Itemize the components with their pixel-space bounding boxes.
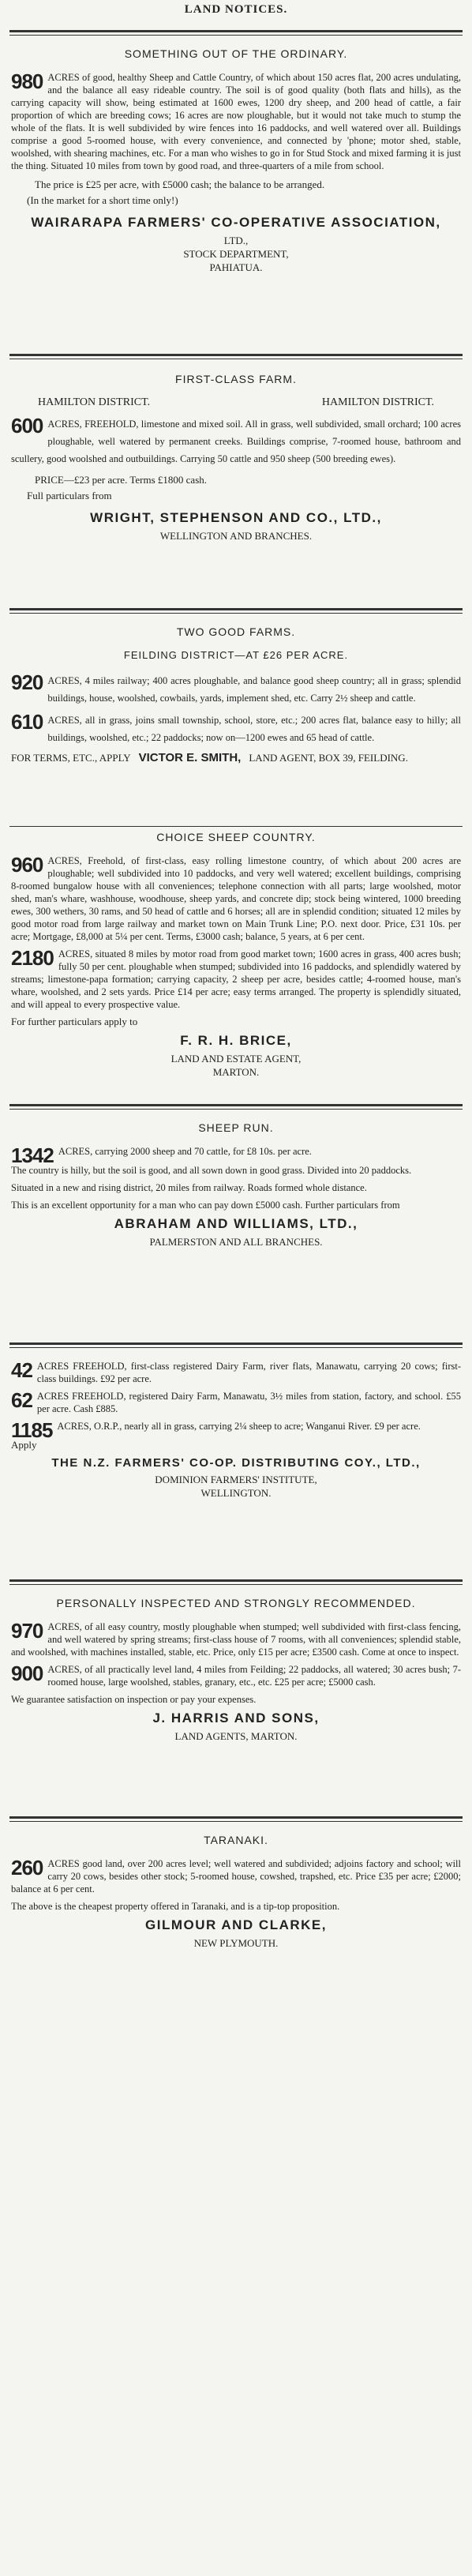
ad-heading: SHEEP RUN. (198, 1121, 274, 1134)
apply-label: Apply (11, 1439, 37, 1451)
divider (9, 608, 463, 610)
divider (9, 30, 463, 32)
ad-heading: TWO GOOD FARMS. (176, 625, 296, 638)
agent-address-line: LAND AGENTS, MARTON. (174, 1730, 298, 1742)
agent-name: VICTOR E. SMITH, (138, 751, 242, 764)
acreage-figure: 900 (11, 1662, 43, 1685)
listing-paragraph (11, 1857, 461, 1895)
agent-address: LAND AGENT, BOX 39, FEILDING. (249, 752, 408, 764)
agent-firm: THE N.Z. FARMERS' CO-OP. DISTRIBUTING COY., LTD., (51, 1456, 421, 1470)
agent-address-line: WELLINGTON. (200, 1487, 272, 1499)
listing-paragraph (11, 672, 461, 707)
acreage-figure: 1342 (11, 1143, 54, 1167)
ad-wairarapa (11, 47, 461, 274)
listing-paragraph (11, 1143, 461, 1167)
price-line: PRICE—£23 per acre. Terms £1800 cash. (35, 474, 207, 486)
acreage-figure: 960 (11, 853, 43, 877)
listing-text: ACRES, O.R.P., nearly all in grass, carrying 2¼ sheep to acre; Wanganui River. £9 per acre. (57, 1421, 421, 1432)
ad-heading: SOMETHING OUT OF THE ORDINARY. (124, 47, 348, 60)
ad-gilmour-clarke (11, 1834, 461, 1950)
divider (9, 354, 463, 356)
listing-text: ACRES, carrying 2000 sheep and 70 cattle, for £8 10s. per acre. (58, 1146, 312, 1157)
agent-firm: WAIRARAPA FARMERS' CO-OPERATIVE ASSOCIATION, (31, 215, 441, 230)
ad-harris-sons (11, 1597, 461, 1743)
agent-address-line: STOCK DEPARTMENT, (183, 248, 289, 260)
market-note: (In the market for a short time only!) (27, 194, 178, 206)
acreage-figure: 1185 (11, 1418, 53, 1442)
particulars-note: For further particulars apply to (11, 1016, 138, 1027)
agent-firm: J. HARRIS AND SONS, (152, 1710, 320, 1725)
page-title: LAND NOTICES. (184, 3, 288, 16)
listing-paragraph (11, 415, 461, 468)
acreage-figure: 260 (11, 1856, 43, 1879)
divider (9, 1816, 463, 1819)
agent-address-line: PALMERSTON AND ALL BRANCHES. (149, 1236, 323, 1248)
ad-heading: CHOICE SHEEP COUNTRY. (156, 831, 316, 843)
listing-text: ACRES of good, healthy Sheep and Cattle Country, of which about 150 acres flat, 200 acres undulating, and the balance all easy rideable country. The soil is of good quality (both flats and hills), as the carrying capacity will show, being estimated at 1600 ewes, 1200 dry sheep, and 200 head of cattle, a fair proportion of which are breeding cows; 16 acres are now ploughable, but it would not take much to stump the whole of the flats. It is well subdivided by wire fences into 16 paddocks, and well watered over all. Buildings comprise a good 5-roomed house, with every convenience, and connected by 'phone; motor shed, stable, woolshed, with shearing machines, etc. For a man who wishes to go in for Stud Stock and mixed farming it is just the thing. Situated 10 miles from town by good road, and three-quarters of a mile from school. (11, 72, 461, 171)
agent-address-line: MARTON. (212, 1066, 260, 1078)
divider (9, 1342, 463, 1345)
listing-text: ACRES, all in grass, joins small township, school, store, etc.; 200 acres flat, balance easy to hilly; all buildings, woolshed, etc.; 22 paddocks; now on—1200 ewes and 65 head of cattle. (47, 715, 461, 743)
agent-address-line: LTD., (223, 235, 249, 246)
acreage-figure: 600 (11, 414, 43, 437)
ad-subheading: FEILDING DISTRICT—AT £26 PER ACRE. (123, 649, 349, 661)
price-line: The price is £25 per acre, with £5000 cash; the balance to be arranged. (35, 178, 325, 190)
listing-text: ACRES, situated 8 miles by motor road from good market town; 1600 acres in grass, 400 acres bush; fully 50 per cent. ploughable when stumped; subdivided into 16 paddocks, and splendidly watered by streams; limestone-papa formation; carrying capacity, 2 sheep per acre, besides cattle; 4-roomed house, man's whare, woolshed, and 2 sets yards. Price £14 per acre; easy terms arranged. The property is splendidly situated, and will appeal to every prospective value. (11, 948, 461, 1010)
listing-text: ACRES, 4 miles railway; 400 acres ploughable, and balance good sheep country; all in grass; splendid buildings, house, woolshed, cowbails, yards, implement shed, etc. Carry 2½ sheep and cattle. (47, 675, 461, 704)
guarantee-line: We guarantee satisfaction on inspection or pay your expenses. (11, 1694, 257, 1705)
ad-brice (11, 831, 461, 1079)
divider (9, 1579, 463, 1582)
ad-heading: FIRST-CLASS FARM. (175, 373, 297, 385)
agent-address-line: NEW PLYMOUTH. (193, 1937, 279, 1949)
acreage-figure: 42 (11, 1358, 32, 1382)
district-left: HAMILTON DISTRICT. (38, 396, 151, 408)
listing-paragraph (11, 948, 461, 1011)
listing-paragraph: The country is hilly, but the soil is good, and all sown down in good grass. Divided into 20 paddocks. (11, 1165, 412, 1176)
agent-firm: ABRAHAM AND WILLIAMS, LTD., (114, 1216, 358, 1231)
agent-firm: F. R. H. BRICE, (180, 1033, 292, 1048)
particulars-note: Full particulars from (27, 490, 112, 501)
ad-nz-farmers (11, 1360, 461, 1500)
acreage-figure: 920 (11, 670, 43, 694)
listing-text: ACRES good land, over 200 acres level; well watered and subdivided; adjoins factory and school; will carry 20 cows, besides other stock; 5-roomed house, cowshed, trapshed, etc. Price £35 per acre; £2000; balance at 6 per cent. (11, 1858, 461, 1894)
ad-heading: TARANAKI. (204, 1834, 268, 1846)
listing-text: ACRES FREEHOLD, first-class registered Dairy Farm, river flats, Manawatu, carrying 20 cows; first-class buildings. £92 per acre. (36, 1361, 461, 1384)
listing-paragraph (11, 854, 461, 943)
acreage-figure: 980 (11, 69, 43, 93)
listing-text: ACRES, Freehold, of first-class, easy rolling limestone country, of which about 200 acres are ploughable; well subdivided into 10 paddocks, and very well watered; excellent buildings, comprising 8-roomed bungalow house with all conveniences; telephone connection with all parts; large woolshed, motor shed, man's whare, washhouse, woodhouse, sheep yards, and concrete dip; stock being wintered, 1000 breeding ewes, 300 wethers, 30 rams, and 50 head of cattle and 6 horses; all are in splendid condition; situated 12 miles by good motor road from large railway and market town on Main Trunk Line; P.O. next door. Price, £31 10s. per acre; Mortgage, £8,000 at 5¼ per cent. Terms, £3000 cash; balance, 5 years, at 6 per cent. (11, 855, 461, 942)
apply-row (11, 751, 461, 764)
agent-firm: WRIGHT, STEPHENSON AND CO., LTD., (90, 510, 382, 525)
district-row (11, 396, 461, 409)
district-right: HAMILTON DISTRICT. (321, 396, 434, 408)
agent-address-line: DOMINION FARMERS' INSTITUTE, (155, 1474, 317, 1485)
listing-paragraph (11, 1418, 461, 1442)
acreage-figure: 2180 (11, 946, 54, 970)
acreage-figure: 970 (11, 1619, 43, 1643)
listing-paragraph: Situated in a new and rising district, 20 miles from railway. Roads formed whole distance. (11, 1182, 367, 1193)
agent-firm: GILMOUR AND CLARKE, (145, 1917, 327, 1932)
acreage-figure: 62 (11, 1388, 32, 1412)
listing-text: ACRES, of all easy country, mostly ploughable when stumped; well subdivided with first-class fencing, and well watered by spring streams; first-class house of 7 rooms, with all conveniences; splendid stable, and woolshed, with machines installed, stable, etc. Price, only £15 per acre; £3500 cash. Come at once to inspect. (11, 1621, 461, 1658)
agent-address-line: PAHIATUA. (209, 261, 263, 273)
divider (9, 826, 463, 827)
listing-paragraph (11, 1620, 461, 1658)
ad-heading: PERSONALLY INSPECTED AND STRONGLY RECOMMENDED. (56, 1597, 416, 1609)
ad-victor-smith (11, 625, 461, 764)
listing-paragraph (11, 712, 461, 746)
agent-address-line: WELLINGTON AND BRANCHES. (159, 530, 313, 542)
listing-text: ACRES, FREEHOLD, limestone and mixed soil. All in grass, well subdivided, small orchard; 100 acres ploughable, well watered by permanent creeks. Buildings comprise, 7-roomed house, bathroom and scullery, good woolshed and outbuildings. Carrying 50 cattle and 950 sheep (500 breeding ewes). (11, 419, 461, 464)
listing-paragraph (11, 1360, 461, 1385)
agent-address-line: LAND AND ESTATE AGENT, (170, 1053, 302, 1065)
listing-paragraph: The above is the cheapest property offered in Taranaki, and is a tip-top proposition. (11, 1901, 340, 1912)
acreage-figure: 610 (11, 710, 43, 734)
listing-paragraph (11, 1663, 461, 1688)
ad-wright-stephenson (11, 373, 461, 543)
listing-paragraph (11, 71, 461, 172)
listing-paragraph (11, 1390, 461, 1415)
apply-label: FOR TERMS, ETC., APPLY (11, 752, 131, 764)
listing-text: ACRES FREEHOLD, registered Dairy Farm, Manawatu, 3½ miles from station, factory, and school. £55 per acre. Cash £885. (36, 1391, 461, 1414)
listing-text: ACRES, of all practically level land, 4 miles from Feilding; 22 paddocks, all watered; 30 acres bush; 7-roomed house, large woolshed, stables, granary, etc., etc. £25 per acre; £5000 cash. (47, 1664, 461, 1688)
listing-paragraph: This is an excellent opportunity for a man who can pay down £5000 cash. Further particulars from (11, 1200, 400, 1211)
divider (9, 1104, 463, 1106)
ad-abraham-williams (11, 1121, 461, 1249)
